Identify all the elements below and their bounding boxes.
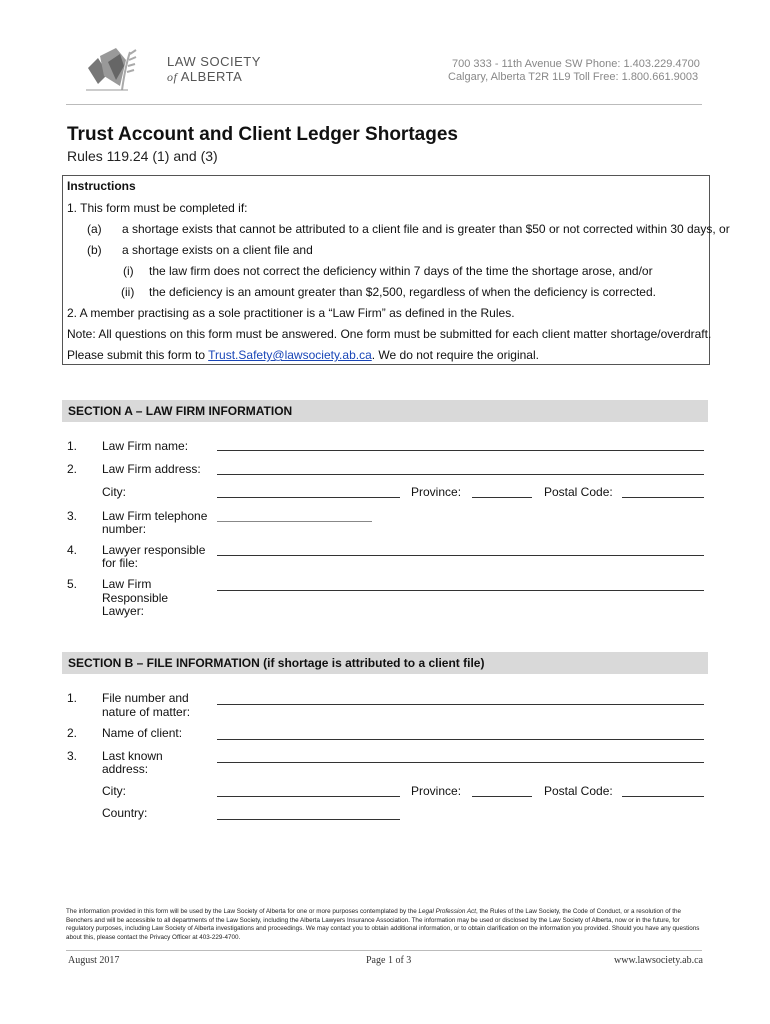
section-a-num-1: 1.	[67, 439, 78, 453]
address-line-1: 700 333 - 11th Avenue SW Phone: 1.403.229.4700	[452, 58, 700, 70]
law-firm-address-field[interactable]	[217, 474, 704, 475]
lawyer-responsible-field[interactable]	[217, 555, 704, 556]
section-b-province-label: Province:	[411, 784, 462, 798]
page-title: Trust Account and Client Ledger Shortages	[67, 124, 458, 145]
section-a-city-label: City:	[102, 485, 126, 499]
law-firm-name-label: Law Firm name:	[102, 439, 189, 453]
instruction-submit: Please submit this form to Trust.Safety@lawsociety.ab.ca. We do not require the original.	[67, 348, 539, 362]
instruction-item-1: 1. This form must be completed if:	[67, 201, 248, 215]
org-name-line1: LAW SOCIETY	[167, 54, 261, 69]
responsible-lawyer-label-3: Lawyer:	[102, 604, 145, 618]
section-a-num-2: 2.	[67, 462, 78, 476]
instruction-i-text: the law firm does not correct the deficiency within 7 days of the time the shortage arose, and/or	[149, 264, 653, 278]
footer-date: August 2017	[68, 955, 120, 966]
section-a-num-5: 5.	[67, 577, 78, 591]
instruction-b-label: (b)	[87, 243, 102, 257]
section-b-num-2: 2.	[67, 726, 78, 740]
section-a-header: SECTION A – LAW FIRM INFORMATION	[62, 400, 708, 422]
footer-page-number: Page 1 of 3	[366, 955, 412, 966]
instruction-b-text: a shortage exists on a client file and	[122, 243, 313, 257]
privacy-footnote: The information provided in this form will be used by the Law Society of Alberta for one or more purposes contemplated by the Legal Profession Act, the Rules of the Law Society, the Code of Conduct, or a resolution of the Benchers and will be accessible to all departments of the Law Society, including the Alberta Lawyers Insurance Association. The information may be used or disclosed by the Law Society of Alberta, now or in the future, for regulatory purposes, including Law Society of Alberta investigations and proceedings. We may contact you to obtain additional information, or to obtain clarification on the information you provided. Should you have any questions about this, please contact the Privacy Officer at 403-229-4700.	[66, 908, 700, 941]
section-a-num-4: 4.	[67, 543, 78, 557]
lawyer-responsible-label: Lawyer responsible	[102, 543, 206, 557]
last-known-address-label: Last known	[102, 749, 163, 763]
responsible-lawyer-label: Law Firm	[102, 577, 152, 591]
responsible-lawyer-label-2: Responsible	[102, 591, 169, 605]
trust-safety-email-link[interactable]: Trust.Safety@lawsociety.ab.ca	[208, 348, 372, 362]
header-divider	[66, 104, 702, 105]
page-subtitle: Rules 119.24 (1) and (3)	[67, 148, 218, 164]
last-known-address-label-2: address:	[102, 762, 149, 776]
law-firm-address-label: Law Firm address:	[102, 462, 201, 476]
lawyer-responsible-label-2: for file:	[102, 556, 139, 570]
instruction-a-label: (a)	[87, 222, 102, 236]
client-name-label: Name of client:	[102, 726, 183, 740]
instruction-ii-text: the deficiency is an amount greater than $2,500, regardless of when the deficiency is corrected.	[149, 285, 656, 299]
instruction-note: Note: All questions on this form must be answered. One form must be submitted for each client matter shortage/overdraft.	[67, 327, 712, 341]
instructions-heading: Instructions	[67, 179, 136, 193]
file-number-label-2: nature of matter:	[102, 705, 191, 719]
section-b-header: SECTION B – FILE INFORMATION (if shortage is attributed to a client file)	[62, 652, 708, 674]
footer-website: www.lawsociety.ab.ca	[614, 955, 703, 966]
section-b-num-1: 1.	[67, 691, 78, 705]
section-a-province-label: Province:	[411, 485, 462, 499]
section-b-city-label: City:	[102, 784, 126, 798]
file-number-label: File number and	[102, 691, 189, 705]
address-line-2: Calgary, Alberta T2R 1L9 Toll Free: 1.800.661.9003	[448, 71, 699, 83]
footer-divider	[66, 950, 702, 951]
law-firm-telephone-label: Law Firm telephone	[102, 509, 208, 523]
file-number-field[interactable]	[217, 704, 704, 705]
section-b-num-3: 3.	[67, 749, 78, 763]
law-firm-telephone-label-2: number:	[102, 522, 147, 536]
law-firm-name-field[interactable]	[217, 450, 704, 451]
instruction-item-2: 2. A member practising as a sole practitioner is a “Law Firm” as defined in the Rules.	[67, 306, 515, 320]
section-a-province-field[interactable]	[472, 497, 532, 498]
section-a-postal-field[interactable]	[622, 497, 704, 498]
section-a-city-field[interactable]	[217, 497, 400, 498]
responsible-lawyer-field[interactable]	[217, 590, 704, 591]
section-a-num-3: 3.	[67, 509, 78, 523]
section-b-country-field[interactable]	[217, 819, 400, 820]
org-name-line2: of ALBERTA	[167, 69, 243, 84]
instruction-i-label: (i)	[123, 264, 134, 278]
section-b-city-field[interactable]	[217, 796, 400, 797]
law-firm-telephone-field[interactable]	[217, 521, 372, 522]
instruction-ii-label: (ii)	[121, 285, 135, 299]
instruction-a-text: a shortage exists that cannot be attributed to a client file and is greater than $50 or not corrected within 30 days, or	[122, 222, 730, 236]
last-known-address-field[interactable]	[217, 762, 704, 763]
section-b-postal-field[interactable]	[622, 796, 704, 797]
section-b-province-field[interactable]	[472, 796, 532, 797]
section-a-postal-label: Postal Code:	[544, 485, 613, 499]
client-name-field[interactable]	[217, 739, 704, 740]
section-b-postal-label: Postal Code:	[544, 784, 613, 798]
section-b-country-label: Country:	[102, 806, 148, 820]
